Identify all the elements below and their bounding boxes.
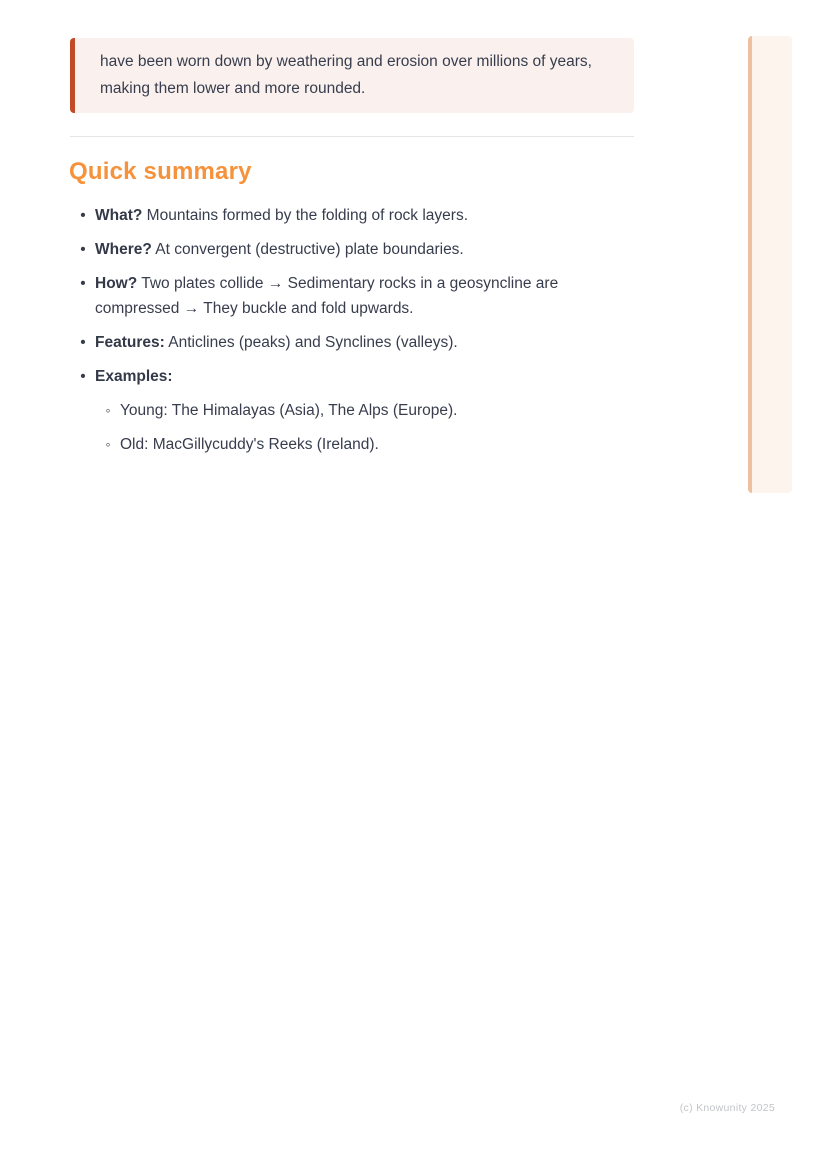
copyright-watermark: (c) Knowunity 2025 <box>679 1102 775 1114</box>
quote-callout-text: have been worn down by weathering and erosion over millions of years, making them lower and more rounded. <box>100 53 592 97</box>
list-item <box>70 203 578 228</box>
summary-list <box>70 203 578 457</box>
bullet-icon: • <box>80 334 86 351</box>
list-item <box>70 330 578 355</box>
list-item-label: Where? <box>95 241 152 258</box>
list-item <box>70 364 578 457</box>
list-item-label: What? <box>95 207 143 224</box>
list-item <box>70 271 578 321</box>
sub-bullet-icon: ◦ <box>105 436 111 452</box>
sub-list-item <box>95 432 578 457</box>
examples-sub-list <box>95 398 578 457</box>
bullet-icon: • <box>80 241 86 258</box>
bullet-icon: • <box>80 275 86 292</box>
sub-list-item-text: Old: MacGillycuddy's Reeks (Ireland). <box>120 436 379 453</box>
list-item-text: Two plates collide → Sedimentary rocks in a geosyncline are compressed → They buckle and fold upwards. <box>95 275 559 317</box>
bullet-icon: • <box>80 368 86 385</box>
list-item <box>70 237 578 262</box>
sub-list-item-text: Young: The Himalayas (Asia), The Alps (Europe). <box>120 402 458 419</box>
list-item-text: At convergent (destructive) plate boundaries. <box>151 241 464 258</box>
list-item-label: Examples: <box>95 368 173 385</box>
quote-callout <box>70 38 634 113</box>
list-item-label: How? <box>95 275 138 292</box>
sub-list-item <box>95 398 578 423</box>
list-item-label: Features: <box>95 334 165 351</box>
page-title: Quick summary <box>69 158 252 185</box>
list-item-text: Mountains formed by the folding of rock layers. <box>142 207 469 224</box>
sub-bullet-icon: ◦ <box>105 402 111 418</box>
section-divider <box>70 136 634 137</box>
bullet-icon: • <box>80 207 86 224</box>
list-item-text: Anticlines (peaks) and Synclines (valleys). <box>164 334 458 351</box>
clipped-side-callout <box>748 36 792 493</box>
